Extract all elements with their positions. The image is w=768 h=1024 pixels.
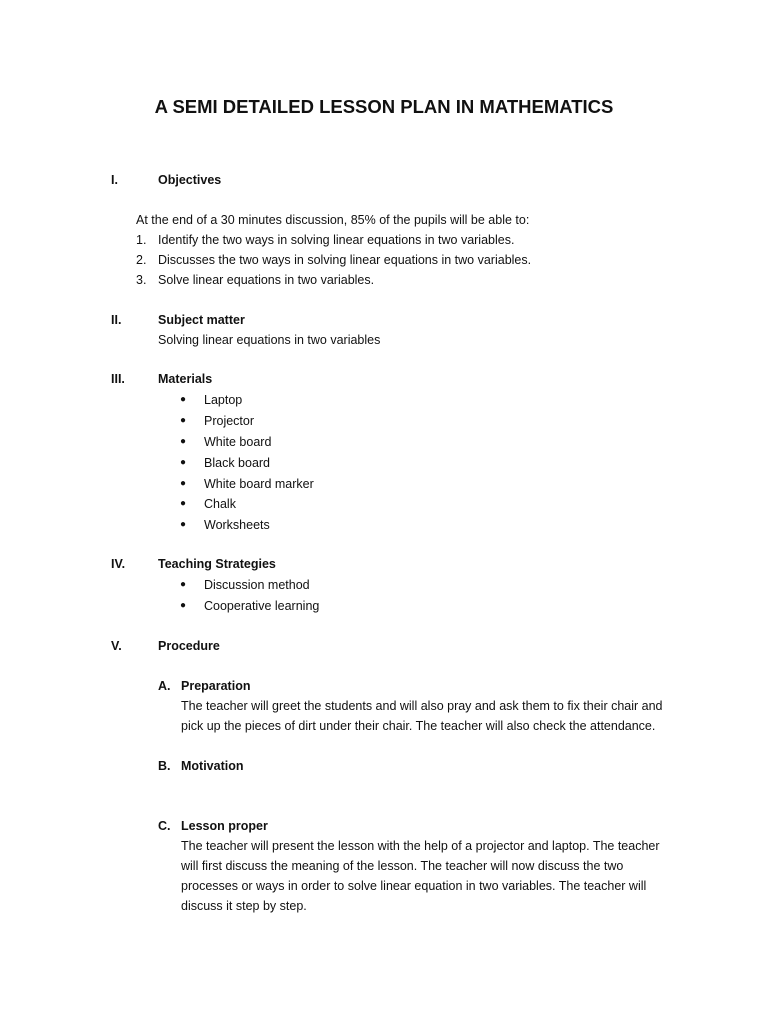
list-item: Laptop bbox=[204, 393, 243, 407]
list-item: Projector bbox=[204, 414, 255, 428]
subsection-heading-lesson-proper: Lesson proper bbox=[181, 819, 268, 833]
paragraph-line: pick up the pieces of dirt under their chair. The teacher will also check the attendance. bbox=[181, 719, 656, 733]
bullet-icon: ● bbox=[180, 519, 187, 530]
section-heading-teaching-strategies: Teaching Strategies bbox=[158, 557, 276, 571]
paragraph-line: processes or ways in order to solve linear equation in two variables. The teacher will bbox=[181, 879, 647, 893]
section-numeral: III. bbox=[111, 372, 125, 386]
section-numeral: II. bbox=[111, 313, 122, 327]
subject-matter-text: Solving linear equations in two variables bbox=[158, 333, 381, 347]
subsection-letter: C. bbox=[158, 819, 171, 833]
list-item: White board marker bbox=[204, 477, 314, 491]
list-number: 2. bbox=[136, 253, 147, 267]
paragraph-line: discuss it step by step. bbox=[181, 899, 307, 913]
paragraph-line: will first discuss the meaning of the lesson. The teacher will now discuss the two bbox=[181, 859, 624, 873]
list-item: Cooperative learning bbox=[204, 599, 320, 613]
section-numeral: V. bbox=[111, 639, 122, 653]
subsection-heading-motivation: Motivation bbox=[181, 759, 244, 773]
subsection-letter: B. bbox=[158, 759, 171, 773]
subsection-letter: A. bbox=[158, 679, 171, 693]
objective-item: Identify the two ways in solving linear equations in two variables. bbox=[158, 233, 515, 247]
bullet-icon: ● bbox=[180, 600, 187, 611]
list-item: Discussion method bbox=[204, 578, 310, 592]
document-title: A SEMI DETAILED LESSON PLAN IN MATHEMATICS bbox=[154, 96, 614, 117]
list-item: Worksheets bbox=[204, 518, 270, 532]
bullet-icon: ● bbox=[180, 457, 187, 468]
list-item: Black board bbox=[204, 456, 271, 470]
section-numeral: I. bbox=[111, 173, 118, 187]
bullet-icon: ● bbox=[180, 579, 187, 590]
section-heading-procedure: Procedure bbox=[158, 639, 220, 653]
subsection-heading-preparation: Preparation bbox=[181, 679, 251, 693]
list-number: 3. bbox=[136, 273, 147, 287]
list-item: White board bbox=[204, 435, 272, 449]
section-heading-materials: Materials bbox=[158, 372, 213, 386]
paragraph-line: The teacher will greet the students and will also pray and ask them to fix their chair and bbox=[181, 699, 663, 713]
objectives-intro: At the end of a 30 minutes discussion, 85% of the pupils will be able to: bbox=[136, 213, 530, 227]
section-numeral: IV. bbox=[111, 557, 126, 571]
section-heading-objectives: Objectives bbox=[158, 173, 222, 187]
objective-item: Solve linear equations in two variables. bbox=[158, 273, 375, 287]
bullet-icon: ● bbox=[180, 436, 187, 447]
objective-item: Discusses the two ways in solving linear equations in two variables. bbox=[158, 253, 532, 267]
bullet-icon: ● bbox=[180, 478, 187, 489]
list-number: 1. bbox=[136, 233, 147, 247]
paragraph-line: The teacher will present the lesson with the help of a projector and laptop. The teacher bbox=[181, 839, 660, 853]
bullet-icon: ● bbox=[180, 415, 187, 426]
bullet-icon: ● bbox=[180, 394, 187, 405]
section-heading-subject-matter: Subject matter bbox=[158, 313, 245, 327]
bullet-icon: ● bbox=[180, 498, 187, 509]
list-item: Chalk bbox=[204, 497, 236, 511]
